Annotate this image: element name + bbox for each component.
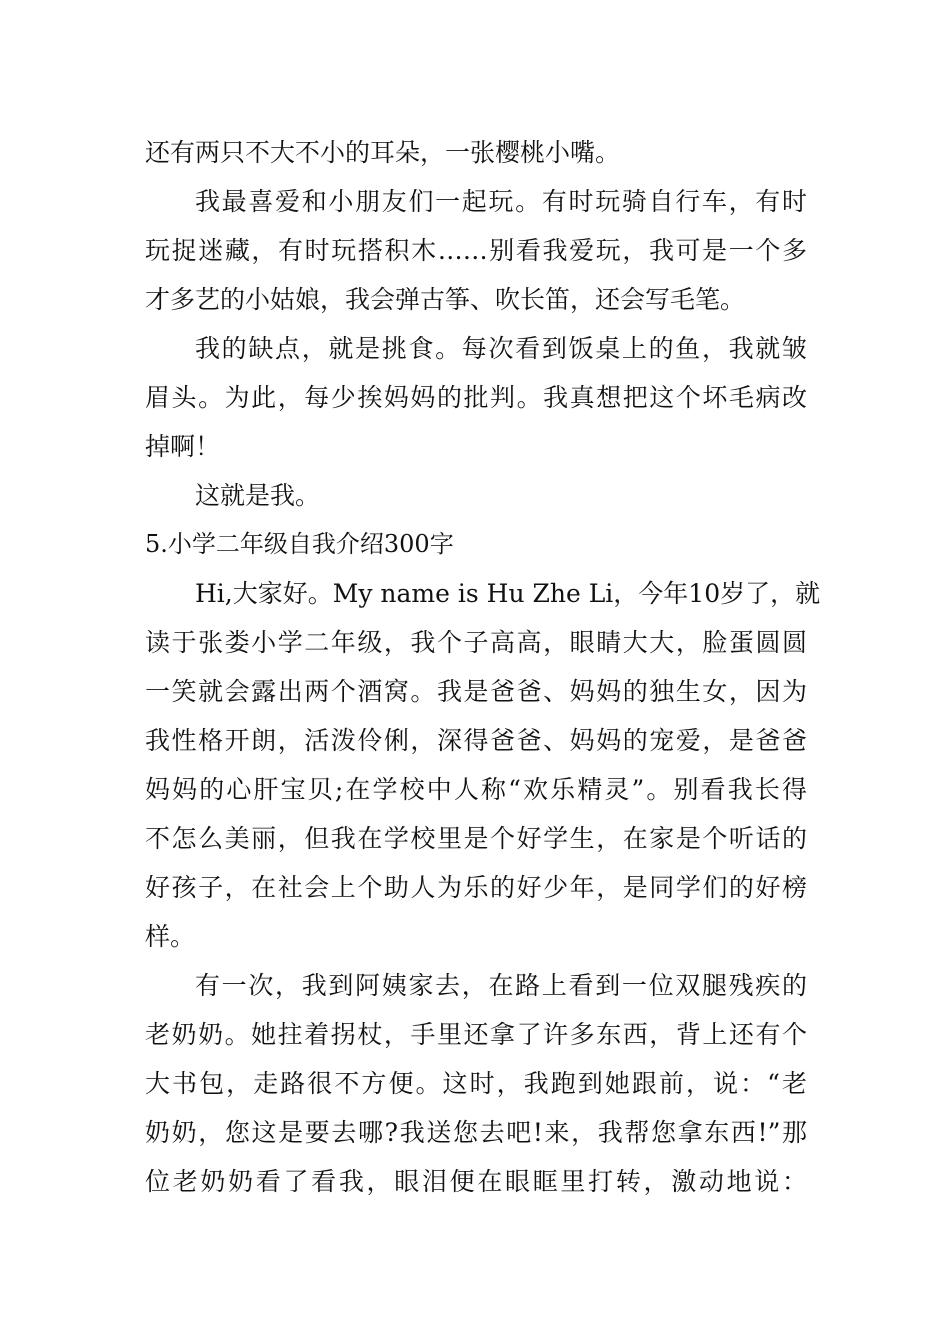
paragraph-line: 我最喜爱和小朋友们一起玩。有时玩骑自行车，有时 [195,187,807,216]
paragraph-line: 这就是我。 [195,481,321,510]
paragraph-line: 还有两只不大不小的耳朵，一张樱桃小嘴。 [145,138,621,167]
paragraph-line: 不怎么美丽，但我在学校里是个好学生，在家是个听话的 [145,824,807,853]
paragraph-line: 玩捉迷藏，有时玩搭积木……别看我爱玩，我可是一个多 [145,236,807,265]
paragraph-line: 有一次，我到阿姨家去，在路上看到一位双腿残疾的 [195,971,807,1000]
section-heading: 5.小学二年级自我介绍300字 [145,530,454,558]
paragraph-line: 掉啊！ [145,432,221,461]
paragraph-line: 才多艺的小姑娘，我会弹古筝、吹长笛，还会写毛笔。 [145,285,746,314]
paragraph-line: 好孩子，在社会上个助人为乐的好少年，是同学们的好榜 [145,873,807,902]
document-body [145,128,821,1206]
paragraph-line: 大书包，走路很不方便。这时，我跑到她跟前，说：“老 [145,1069,807,1098]
paragraph-line: 奶奶，您这是要去哪?我送您去吧!来，我帮您拿东西!”那 [145,1118,807,1147]
paragraph-line: 我性格开朗，活泼伶俐，深得爸爸、妈妈的宠爱，是爸爸 [145,726,807,755]
paragraph-line: 样。 [145,922,196,951]
paragraph-line: 我的缺点，就是挑食。每次看到饭桌上的鱼，我就皱 [195,334,807,363]
paragraph-line: 一笑就会露出两个酒窝。我是爸爸、妈妈的独生女，因为 [145,677,807,706]
paragraph-line: 读于张娄小学二年级，我个子高高，眼睛大大，脸蛋圆圆 [145,628,807,657]
paragraph-line: 位老奶奶看了看我，眼泪便在眼眶里打转，激动地说： [145,1167,807,1196]
paragraph-line: 妈妈的心肝宝贝;在学校中人称“欢乐精灵”。别看我长得 [145,775,807,804]
paragraph-line: Hi,大家好。My name is Hu Zhe Li，今年10岁了，就 [195,579,821,608]
paragraph-line: 老奶奶。她拄着拐杖，手里还拿了许多东西，背上还有个 [145,1020,807,1049]
paragraph-line: 眉头。为此，每少挨妈妈的批判。我真想把这个坏毛病改 [145,383,807,412]
